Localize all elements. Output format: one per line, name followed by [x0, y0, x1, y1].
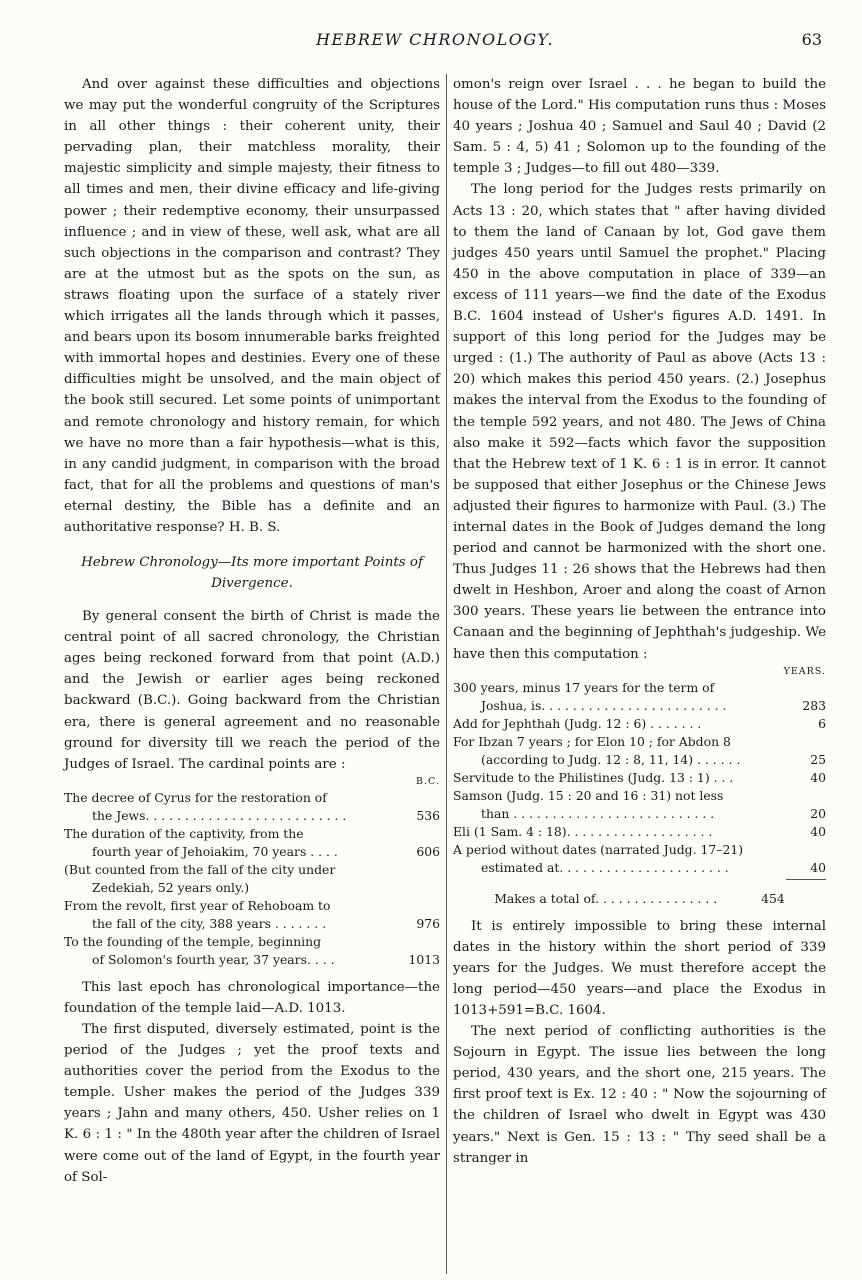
chronology-table — [64, 789, 440, 969]
paragraph: And over against these difficulties and objections we may put the wonderful congruity of the Scriptures in all other things : their coherent unity, their pervading plan, their matchless morality, their majestic simplicity and simple majesty, their fitness to all times and men, their divine efficacy and life-giving power ; their redemptive economy, their unsurpassed influence ; and in view of these, well ask, what are all such objections in the comparison and contrast? They are at the utmost but as the spots on the sun, as straws floating upon the surface of a stately river which irrigates all the lands through which it passes, and bears upon its bosom innumerable barks freighted with immortal hopes and destinies. Every one of these difficulties might be unsolved, and the main object of the book still secured. Let some points of unimportant and remote chronology and history remain, for which we have no more than a fair hypothesis—what is this, in any candid judgment, in comparison with the broad fact, that for all the problems and questions of man's eternal destiny, the Bible has a definite and an authoritative response? H. B. S. — [64, 77, 440, 535]
row-value: 40 — [810, 859, 826, 875]
row-text: From the revolt, first year of Rehoboam to — [64, 897, 331, 913]
row-text: the Jews. . . . . . . . . . . . . . . . . . . . . . . . . . — [92, 807, 347, 823]
table-row — [64, 825, 440, 861]
row-text: estimated at. . . . . . . . . . . . . . . . . . . . . . — [481, 859, 729, 875]
paragraph: The next period of conflicting authorities is the Sojourn in Egypt. The issue lies between the long period, 430 years, and the short one, 215 years. The first proof text is Ex. 12 : 40 : " Now the sojourning of the children of Israel who dwelt in Egypt was 430 years." Next is Gen. 15 : 13 : " Thy seed shall be a stranger in — [453, 1024, 826, 1166]
row-value: 536 — [416, 807, 440, 823]
table-row — [64, 861, 440, 897]
paragraph: This last epoch has chronological importance—the foundation of the temple laid—A.D. 1013. — [64, 979, 440, 1016]
row-text: To the founding of the temple, beginning — [64, 933, 322, 949]
paragraph: It is entirely impossible to bring these internal dates in the history within the short period of 339 years for the Judges. We must therefore accept the long period—450 years—and place the Exodus in 1013+591=B.C. 1604. — [453, 918, 826, 1018]
row-value: 40 — [810, 823, 826, 839]
table-row — [64, 933, 440, 969]
paragraph: By general consent the birth of Christ is made the central point of all sacred chronology, the Christian ages being reckoned forward from that point (A.D.) and the Jewish or earlier ages being reckoned backward (B.C.). Going backward from the Christian era, there is general agreement and no reasonable ground for diversity till we reach the period of the Judges of Israel. The cardinal points are : — [64, 609, 440, 772]
row-text: A period without dates (narrated Judg. 17–21) — [453, 841, 744, 857]
table-row — [64, 789, 440, 825]
row-text: the fall of the city, 388 years . . . . . . . — [92, 915, 327, 931]
row-text: The duration of the captivity, from the — [64, 825, 304, 841]
total-value: 454 — [761, 890, 785, 906]
table-row — [453, 787, 826, 823]
table-row — [453, 679, 826, 715]
row-value: 6 — [818, 715, 826, 731]
page-header — [0, 30, 862, 56]
right-column — [453, 74, 826, 1169]
paragraph: The long period for the Judges rests primarily on Acts 13 : 20, which states that " after having divided to them the land of Canaan by lot, God gave them judges 450 years until Samuel the prophet." Placing 450 in the above computation in place of 339—an excess of 111 years—we find the date of the Exodus B.C. 1604 instead of Usher's figures A.D. 1491. In support of this long period for the Judges may be urged : (1.) The authority of Paul as above (Acts 13 : 20) which makes this period 450 years. (2.) Josephus makes the interval from the Exodus to the founding of the temple 592 years, and not 480. The Jews of China also make it 592—facts which favor the supposition that the Hebrew text of 1 K. 6 : 1 is in error. It cannot be supposed that either Josephus or the Chinese Jews adjusted their figures to harmonize with Paul. (3.) The internal dates in the Book of Judges demand the long period and cannot be harmonized with the short one. Thus Judges 11 : 26 shows that the Hebrews had then dwelt in Heshbon, Aroer and along the coast of Arnon 300 years. These years lie between the entrance into Canaan and the beginning of Jephthah's judgeship. We have then this computation : — [453, 182, 826, 662]
row-text: fourth year of Jehoiakim, 70 years . . . . — [92, 843, 338, 859]
table-row — [64, 897, 440, 933]
table-row — [453, 823, 826, 841]
row-text: 300 years, minus 17 years for the term of — [453, 679, 715, 695]
paragraph: omon's reign over Israel . . . he began to build the house of the Lord." His computation runs thus : Moses 40 years ; Joshua 40 ; Samuel and Saul 40 ; David (2 Sam. 5 : 4, 5) 41 ; Solomon up to the founding of the temple 3 ; Judges—to fill out 480—339. — [453, 77, 826, 177]
computation-table — [453, 679, 826, 908]
row-value: 20 — [810, 805, 826, 821]
row-text: (according to Judg. 12 : 8, 11, 14) . . . . . . — [481, 751, 741, 767]
row-text: Servitude to the Philistines (Judg. 13 : 1) . . . — [453, 769, 734, 785]
column-rule — [446, 74, 447, 1274]
row-text: of Solomon's fourth year, 37 years. . . . — [92, 951, 335, 967]
row-value: 283 — [802, 697, 826, 713]
column-unit-label: YEARS. — [783, 665, 826, 677]
row-text: Joshua, is. . . . . . . . . . . . . . . . . . . . . . . . — [481, 697, 727, 713]
table-row — [453, 733, 826, 769]
row-text: than . . . . . . . . . . . . . . . . . . . . . . . . . . — [481, 805, 715, 821]
section-heading — [64, 552, 440, 594]
table-row — [453, 769, 826, 787]
table-row — [453, 841, 826, 877]
row-text: Zedekiah, 52 years only.) — [92, 879, 250, 895]
row-value: 1013 — [408, 951, 440, 967]
table-total — [453, 890, 826, 908]
column-unit-label: B.C. — [416, 775, 440, 787]
row-text: The decree of Cyrus for the restoration of — [64, 789, 327, 805]
total-label: Makes a total of. . . . . . . . . . . . . . . . — [494, 890, 718, 906]
row-value: 976 — [416, 915, 440, 931]
table-row — [453, 715, 826, 733]
row-text: Samson (Judg. 15 : 20 and 16 : 31) not less — [453, 787, 724, 803]
sum-rule — [786, 879, 826, 880]
row-text: For Ibzan 7 years ; for Elon 10 ; for Abdon 8 — [453, 733, 731, 749]
left-column — [64, 74, 440, 1188]
row-value: 606 — [416, 843, 440, 859]
row-text: Add for Jephthah (Judg. 12 : 6) . . . . . . . — [453, 715, 702, 731]
row-text: (But counted from the fall of the city under — [64, 861, 336, 877]
section-heading-line: Hebrew Chronology—Its more important Points of — [81, 555, 423, 571]
paragraph: The first disputed, diversely estimated, point is the period of the Judges ; yet the proof texts and authorities cover the period from the Exodus to the temple. Usher makes the period of the Judges 339 years ; Jahn and many others, 450. Usher relies on 1 K. 6 : 1 : " In the 480th year after the children of Israel were come out of the land of Egypt, in the fourth year of Sol- — [64, 1022, 440, 1185]
running-title: HEBREW CHRONOLOGY. — [316, 30, 554, 49]
page-number: 63 — [801, 30, 822, 49]
row-value: 40 — [810, 769, 826, 785]
section-heading-line: Divergence. — [211, 576, 293, 592]
row-text: Eli (1 Sam. 4 : 18). . . . . . . . . . . . . . . . . . . — [453, 823, 713, 839]
row-value: 25 — [810, 751, 826, 767]
